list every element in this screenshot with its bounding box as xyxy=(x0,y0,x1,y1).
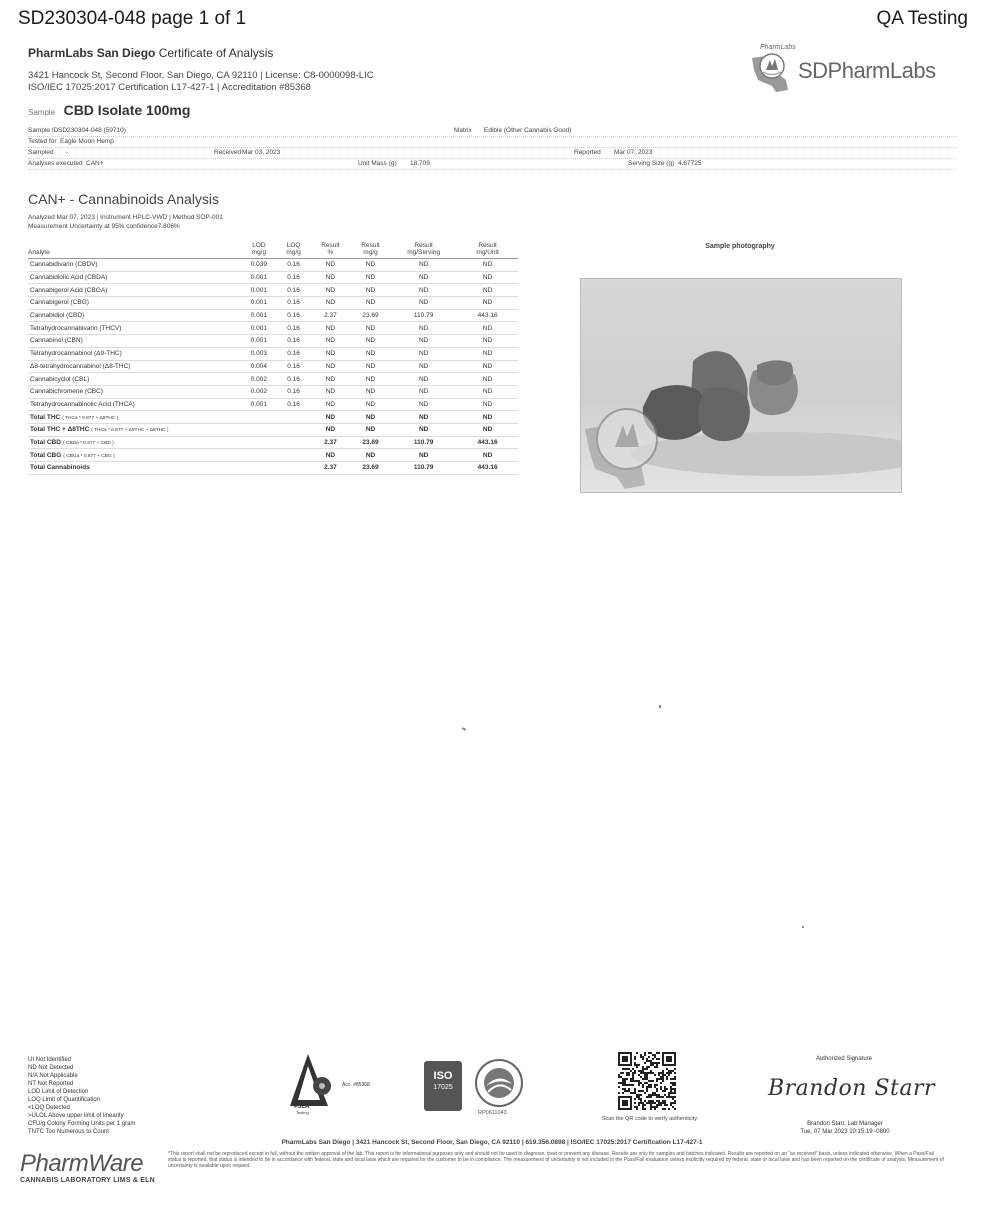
empty-cell xyxy=(277,423,310,436)
total-row xyxy=(28,462,518,475)
meta-row xyxy=(28,126,956,137)
result-pct: ND xyxy=(310,411,351,424)
table-header-row xyxy=(28,237,518,259)
result-mgg: ND xyxy=(351,360,390,373)
analyte-name: Tetrahydrocannabinolic Acid (THCA) xyxy=(28,398,240,411)
result-serving: ND xyxy=(390,398,457,411)
total-formula: ( THCa * 0.877 + Δ9THC + Δ8THC ) xyxy=(91,428,169,434)
lab-heading xyxy=(28,46,273,60)
tested-for-value: Eagle Moon Hemp xyxy=(60,138,114,145)
result-pct: ND xyxy=(310,335,351,348)
result-unit: 443.16 xyxy=(457,309,518,322)
legend-item: CFU/g Colony Forming Units per 1 gram xyxy=(28,1121,136,1127)
total-row xyxy=(28,423,518,436)
iso-title: ISO xyxy=(433,1070,453,1082)
result-mgg: ND xyxy=(351,423,390,436)
logo-text: SDPharmLabs xyxy=(798,58,936,83)
empty-cell xyxy=(240,462,277,475)
scan-speck xyxy=(802,926,804,928)
result-mgg: 23.69 xyxy=(351,309,390,322)
result-unit: ND xyxy=(457,398,518,411)
result-mgg: ND xyxy=(351,259,390,272)
result-unit: ND xyxy=(457,373,518,386)
legend-item: NT Not Reported xyxy=(28,1081,74,1087)
loq-value: 0.16 xyxy=(277,322,310,335)
col-unit-unit: mg/Unit xyxy=(476,249,499,256)
result-pct: ND xyxy=(310,449,351,462)
total-name: Total CBG xyxy=(30,451,62,459)
table-row xyxy=(28,284,518,297)
result-serving: ND xyxy=(390,360,457,373)
pharmware-subtitle: CANNABIS LABORATORY LIMS & ELN xyxy=(20,1177,155,1184)
section-title: CAN+ - Cannabinoids Analysis xyxy=(28,191,220,207)
lod-value: 0.001 xyxy=(240,322,277,335)
scan-speck xyxy=(659,705,661,708)
result-unit: ND xyxy=(457,411,518,424)
result-unit: ND xyxy=(457,347,518,360)
reported-label: Reported xyxy=(574,149,601,156)
lod-value: 0.002 xyxy=(240,373,277,386)
table-row xyxy=(28,398,518,411)
legend-item: <LOQ Detected xyxy=(28,1105,70,1111)
sample-id-label: Sample ID xyxy=(28,127,59,134)
loq-value: 0.16 xyxy=(277,347,310,360)
analyte-name: Cannabidiol (CBD) xyxy=(28,309,240,322)
result-mgg: ND xyxy=(351,271,390,284)
total-name: Total Cannabinoids xyxy=(30,464,90,472)
table-row xyxy=(28,259,518,272)
pharmware-logo xyxy=(18,1150,155,1190)
serving-size-value: 4.67725 xyxy=(678,160,702,167)
iso-badge xyxy=(424,1061,462,1111)
cannabinoids-table xyxy=(28,237,518,475)
result-pct: ND xyxy=(310,373,351,386)
seal-code: RP0611043 xyxy=(478,1110,507,1116)
table-row xyxy=(28,360,518,373)
result-mgg: ND xyxy=(351,335,390,348)
result-unit: ND xyxy=(457,335,518,348)
result-serving: ND xyxy=(390,385,457,398)
abbreviation-legend xyxy=(28,1056,135,1136)
result-serving: ND xyxy=(390,297,457,310)
result-unit: ND xyxy=(457,259,518,272)
result-serving: ND xyxy=(390,373,457,386)
lod-value: 0.001 xyxy=(240,271,277,284)
lab-name: PharmLabs San Diego xyxy=(28,46,156,60)
analyses-label: Analyses executed xyxy=(28,160,83,167)
table-row xyxy=(28,347,518,360)
result-serving: ND xyxy=(390,284,457,297)
sample-label: Sample xyxy=(28,108,56,117)
legend-item: >ULOL Above upper limit of linearity xyxy=(28,1113,124,1119)
result-unit: 443.16 xyxy=(457,436,518,449)
lod-value: 0.003 xyxy=(240,347,277,360)
result-serving: 110.79 xyxy=(390,309,457,322)
loq-value: 0.16 xyxy=(277,259,310,272)
analysis-uncertainty-line: Measurement Uncertainty at 95% confidence7.806% xyxy=(28,222,180,230)
col-serving-unit: mg/Serving xyxy=(407,249,441,256)
result-unit: ND xyxy=(457,360,518,373)
sample-id-value: SD230304-048 (59710) xyxy=(58,127,126,134)
result-pct: 2.37 xyxy=(310,309,351,322)
total-formula: ( CBGa * 0.877 + CBG ) xyxy=(63,453,115,459)
table-row xyxy=(28,322,518,335)
report-title-right: QA Testing xyxy=(876,8,968,29)
result-pct: ND xyxy=(310,259,351,272)
empty-cell xyxy=(277,462,310,475)
table-row xyxy=(28,373,518,386)
matrix-label: Matrix xyxy=(454,127,472,134)
lod-value: 0.001 xyxy=(240,297,277,310)
result-mgg: ND xyxy=(351,385,390,398)
total-name-cell xyxy=(28,436,240,449)
col-mgg-unit: mg/g xyxy=(363,249,378,256)
col-pct-title: Result xyxy=(321,242,340,249)
total-formula: ( THCa * 0.877 + Δ9THC ) xyxy=(62,415,119,421)
loq-value: 0.16 xyxy=(277,297,310,310)
signer-block xyxy=(770,1120,920,1136)
empty-cell xyxy=(240,436,277,449)
analyte-name: Tetrahydrocannabinol (Δ9-THC) xyxy=(28,347,240,360)
loq-value: 0.16 xyxy=(277,398,310,411)
col-result-pct xyxy=(310,237,351,259)
lod-value: 0.001 xyxy=(240,309,277,322)
legend-item: N/A Not Applicable xyxy=(28,1073,78,1079)
result-mgg: ND xyxy=(351,398,390,411)
analyte-name: Cannabicyclol (CBL) xyxy=(28,373,240,386)
lod-value: 0.004 xyxy=(240,360,277,373)
table-row xyxy=(28,297,518,310)
analyte-name: Tetrahydrocannabivarin (THCV) xyxy=(28,322,240,335)
pharmware-name: PharmWare xyxy=(20,1150,144,1177)
received-value: Mar 03, 2023 xyxy=(242,149,281,156)
analyte-name: Cannabinol (CBN) xyxy=(28,335,240,348)
loq-value: 0.16 xyxy=(277,385,310,398)
reported-value: Mar 07, 2023 xyxy=(614,149,653,156)
sample-photo xyxy=(580,278,902,493)
result-serving: ND xyxy=(390,335,457,348)
result-mgg: ND xyxy=(351,284,390,297)
meta-row xyxy=(28,137,956,148)
lod-value: 0.001 xyxy=(240,335,277,348)
result-mgg: 23.69 xyxy=(351,462,390,475)
result-serving: ND xyxy=(390,271,457,284)
col-loq-title: LOQ xyxy=(286,242,301,249)
col-loq xyxy=(277,237,310,259)
handwritten-signature: Brandon Starr xyxy=(768,1076,936,1101)
seal-graphic xyxy=(474,1058,524,1108)
result-mgg: 23.69 xyxy=(351,436,390,449)
signer-name: Brandon Starr, Lab Manager xyxy=(807,1121,883,1127)
result-unit: ND xyxy=(457,297,518,310)
meta-row xyxy=(28,159,956,170)
total-name: Total THC + Δ8THC xyxy=(30,426,90,434)
result-unit: ND xyxy=(457,423,518,436)
empty-cell xyxy=(277,436,310,449)
col-result-mgg xyxy=(351,237,390,259)
legend-item: TNTC Too Numerous to Count xyxy=(28,1129,109,1135)
footer-lab-line: PharmLabs San Diego | 3421 Hancock St, Second Floor, San Diego, CA 92110 | 619.356.0898 | ISO/IEC 17025:2017 Certification L17-427-1 xyxy=(281,1139,703,1146)
table-row xyxy=(28,271,518,284)
logo-badge-text: PharmLabs xyxy=(760,44,796,51)
empty-cell xyxy=(240,423,277,436)
total-row xyxy=(28,449,518,462)
unit-mass-value: 18.709 xyxy=(410,160,430,167)
table-row xyxy=(28,309,518,322)
sampled-value: - xyxy=(66,149,69,156)
analysis-instrument-line: Analyzed Mar 07, 2023 | Instrument HPLC-VWD | Method SOP-001 xyxy=(28,214,223,221)
total-name: Total CBD xyxy=(30,438,61,446)
loq-value: 0.16 xyxy=(277,335,310,348)
total-name: Total THC xyxy=(30,413,61,421)
result-pct: ND xyxy=(310,284,351,297)
qr-caption: Scan the QR code to verify authenticity. xyxy=(601,1116,699,1122)
analysis-info xyxy=(28,214,223,231)
sampled-label: Sampled xyxy=(28,149,54,156)
analyte-name: Cannabidivarin (CBDV) xyxy=(28,259,240,272)
result-pct: ND xyxy=(310,385,351,398)
col-analyte: Analyte xyxy=(28,237,240,259)
col-pct-unit: % xyxy=(327,249,334,256)
result-serving: ND xyxy=(390,449,457,462)
result-pct: ND xyxy=(310,360,351,373)
analyte-name: Cannabichromene (CBC) xyxy=(28,385,240,398)
result-serving: ND xyxy=(390,411,457,424)
lod-value: 0.001 xyxy=(240,398,277,411)
loq-value: 0.16 xyxy=(277,373,310,386)
result-pct: ND xyxy=(310,322,351,335)
california-state-icon xyxy=(746,46,800,96)
lab-address: 3421 Hancock St, Second Floor, San Diego, CA 92110 | License: C8-0000098-LIC xyxy=(28,70,374,81)
total-name-cell xyxy=(28,423,240,436)
col-lod-title: LOD xyxy=(252,242,266,249)
legend-item: LOQ Limit of Quantification xyxy=(28,1097,101,1103)
result-serving: ND xyxy=(390,347,457,360)
empty-cell xyxy=(277,449,310,462)
serving-size-label: Serving Size (g) xyxy=(628,160,675,167)
footer-disclaimer: *This report shall not be reproduced except in full, without the written approval of the lab. This report is for informational purposes only and should not be used to diagnose, treat or prevent any disease. Results are only for samples and batches indicated. Results are reported on an "as received" basis, unless indicated otherwise. When a Pass/Fail status is reported, that status is intended to be in accordance with federal, state and local laws which are required for the customer to be in compliance. The measurement of uncertainty is not included in the Pass/Fail evaluation unless explicitly required by federal, state or local laws and has been reported on the certificate of analysis. Measurement of uncertainty is available upon request. xyxy=(168,1151,944,1169)
sample-name: CBD Isolate 100mg xyxy=(63,102,191,118)
col-loq-unit: mg/g xyxy=(286,249,301,256)
total-name-cell xyxy=(28,411,240,424)
result-mgg: ND xyxy=(351,373,390,386)
result-unit: ND xyxy=(457,284,518,297)
col-lod xyxy=(240,237,277,259)
empty-cell xyxy=(240,411,277,424)
analyses-value: CAN+ xyxy=(86,160,104,167)
result-unit: ND xyxy=(457,385,518,398)
result-mgg: ND xyxy=(351,449,390,462)
lod-value: 0.001 xyxy=(240,284,277,297)
result-pct: 2.37 xyxy=(310,462,351,475)
iso-number: 17025 xyxy=(433,1084,453,1091)
sdpharmlabs-logo xyxy=(746,46,961,96)
lab-certification: ISO/IEC 17025:2017 Certification L17-427-1 | Accreditation #85368 xyxy=(28,82,311,93)
result-serving: ND xyxy=(390,259,457,272)
qr-code-icon xyxy=(618,1052,676,1110)
gummies-photo-illustration xyxy=(581,279,901,492)
analyte-name: Cannabigerol (CBG) xyxy=(28,297,240,310)
doc-type: Certificate of Analysis xyxy=(158,46,274,60)
legend-item: UI Not Identified xyxy=(28,1057,72,1063)
loq-value: 0.16 xyxy=(277,284,310,297)
result-pct: ND xyxy=(310,347,351,360)
result-mgg: ND xyxy=(351,322,390,335)
empty-cell xyxy=(277,411,310,424)
sample-metadata xyxy=(28,126,956,170)
result-unit: ND xyxy=(457,322,518,335)
result-mgg: ND xyxy=(351,297,390,310)
tested-for-label: Tested for xyxy=(28,138,57,145)
legend-item: LOD Limit of Detection xyxy=(28,1089,89,1095)
pjla-accreditation: Acc. #85368 xyxy=(342,1082,370,1088)
result-mgg: ND xyxy=(351,411,390,424)
result-pct: ND xyxy=(310,423,351,436)
pjla-badge xyxy=(288,1052,388,1114)
result-pct: ND xyxy=(310,271,351,284)
result-unit: ND xyxy=(457,271,518,284)
unit-mass-label: Unit Mass (g) xyxy=(358,160,397,167)
result-serving: ND xyxy=(390,322,457,335)
loq-value: 0.16 xyxy=(277,360,310,373)
loq-value: 0.16 xyxy=(277,309,310,322)
received-label: Received xyxy=(214,149,242,156)
empty-cell xyxy=(240,449,277,462)
verification-qr-code[interactable] xyxy=(618,1052,676,1110)
signature-datetime: Tue, 07 Mar 2023 10:15:19 -0800 xyxy=(800,1129,890,1135)
col-mgg-title: Result xyxy=(361,242,380,249)
loq-value: 0.16 xyxy=(277,271,310,284)
result-serving: 110.79 xyxy=(390,462,457,475)
total-name-cell xyxy=(28,462,240,475)
photo-title: Sample photography xyxy=(705,243,775,250)
analyte-name: Cannabidiolic Acid (CBDA) xyxy=(28,271,240,284)
pharmlabs-watermark-icon xyxy=(585,409,657,489)
pjla-name: PJLA xyxy=(294,1104,310,1110)
result-mgg: ND xyxy=(351,347,390,360)
col-unit-title: Result xyxy=(478,242,497,249)
col-result-unit xyxy=(457,237,518,259)
analyte-name: Cannabigerol Acid (CBGA) xyxy=(28,284,240,297)
authorized-signature-label: Authorized Signature xyxy=(815,1056,873,1062)
result-pct: 2.37 xyxy=(310,436,351,449)
result-unit: ND xyxy=(457,449,518,462)
total-name-cell xyxy=(28,449,240,462)
meta-row xyxy=(28,148,956,159)
sample-name-line xyxy=(28,102,190,120)
result-serving: 110.79 xyxy=(390,436,457,449)
lod-value: 0.039 xyxy=(240,259,277,272)
analyte-name: Δ8-tetrahydrocannabinol (Δ8-THC) xyxy=(28,360,240,373)
lod-value: 0.002 xyxy=(240,385,277,398)
table-row xyxy=(28,335,518,348)
lab-address-block xyxy=(28,70,374,94)
result-pct: ND xyxy=(310,297,351,310)
scan-speck xyxy=(462,727,466,731)
legend-item: ND Not Detected xyxy=(28,1065,74,1071)
col-result-serving xyxy=(390,237,457,259)
matrix-value: Edible (Other Cannabis Good) xyxy=(484,127,572,134)
report-id-page: SD230304-048 page 1 of 1 xyxy=(18,8,247,29)
col-lod-unit: mg/g xyxy=(251,249,267,256)
table-row xyxy=(28,385,518,398)
result-serving: ND xyxy=(390,423,457,436)
certification-seal-icon xyxy=(474,1058,524,1108)
total-row xyxy=(28,411,518,424)
total-row xyxy=(28,436,518,449)
result-pct: ND xyxy=(310,398,351,411)
result-unit: 443.16 xyxy=(457,462,518,475)
pjla-sub: Testing xyxy=(296,1110,309,1115)
total-formula: ( CBDa * 0.877 + CBD ) xyxy=(62,440,114,446)
col-serving-title: Result xyxy=(414,242,433,249)
